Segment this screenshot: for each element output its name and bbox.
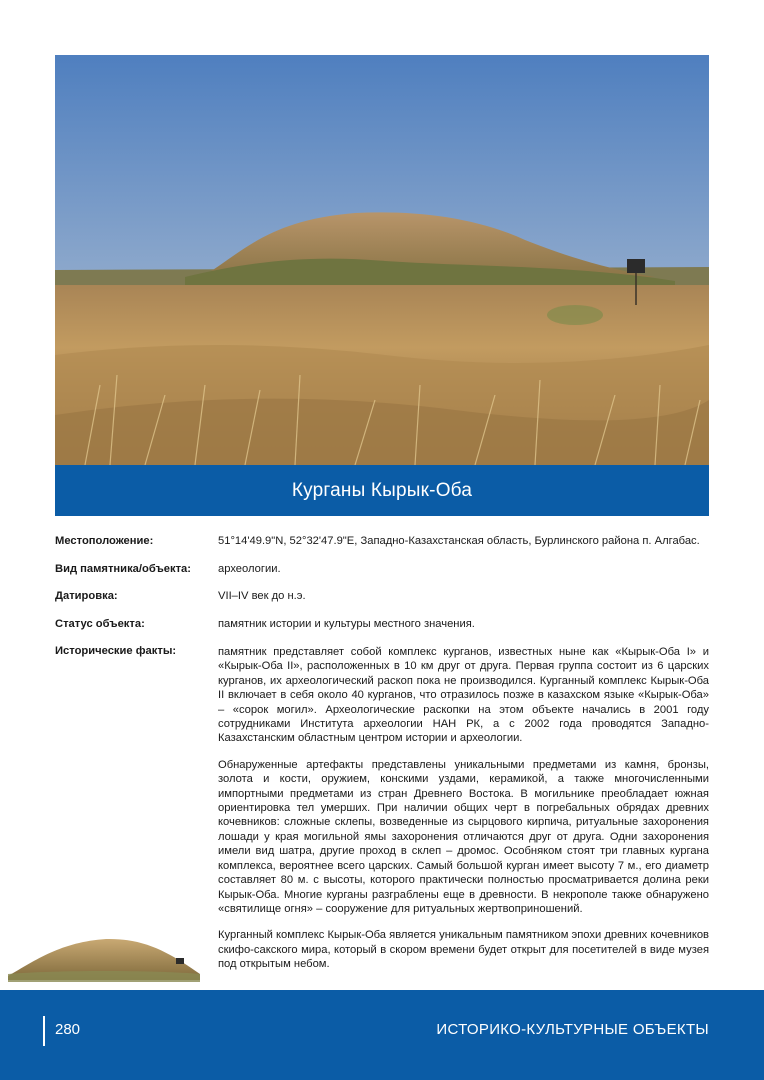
- kurgan-cutout-image: [6, 930, 202, 986]
- historical-facts: [218, 645, 709, 984]
- status-value: памятник истории и культуры местного значения.: [218, 618, 475, 630]
- dating-label: Датировка:: [55, 590, 118, 602]
- facts-paragraph: Обнаруженные артефакты представлены уникальными предметами из камня, бронзы, золота и кости, оружием, конскими уздами, керамикой, а также многочисленными импортными предметами из стран Древнего Востока. В могильнике преобладает южная ориентировка тел умерших. При наличии общих черт в погребальных обрядах древних кочевников: сложные склепы, возведенные из сырцового кирпича, ритуальные захоронения лошади у края могильной ямы захоронения отличаются друг от друга. Одни захоронения имели вид шатра, другие проход в склеп – дромос. Особняком стоят три главных кургана комплекса, вероятнее всего царских. Самый большой курган имеет высоту 7 м., его диаметр составляет 80 м. с высоты, которого практически полностью просматривается долина реки Кырык-Оба. Многие курганы разграблены еще в древности. В некрополе также обнаружено «святилище огня» – сооружение для ритуальных жертвоприношений.: [218, 758, 709, 915]
- page-title: Курганы Кырык-Оба: [55, 465, 709, 516]
- monument-type-label: Вид памятника/объекта:: [55, 563, 191, 575]
- monument-type-value: археологии.: [218, 563, 281, 575]
- page-number: 280: [55, 1021, 81, 1038]
- status-label: Статус объекта:: [55, 618, 145, 630]
- facts-label: Исторические факты:: [55, 645, 177, 657]
- page-footer: [0, 990, 764, 1080]
- dating-value: VII–IV век до н.э.: [218, 590, 306, 602]
- section-title: ИСТОРИКО-КУЛЬТУРНЫЕ ОБЪЕКТЫ: [436, 1021, 709, 1038]
- kurgan-photo: [55, 55, 709, 465]
- facts-paragraph: Курганный комплекс Кырык-Оба является уникальным памятником эпохи древних кочевников скифо-сакского мира, который в скором времени будет открыт для посетителей в виде музея под открытым небом.: [218, 929, 709, 971]
- location-label: Местоположение:: [55, 535, 154, 547]
- location-value: 51°14'49.9"N, 52°32'47.9"E, Западно-Казахстанская область, Бурлинского района п. Алгабас.: [218, 535, 700, 547]
- facts-paragraph: памятник представляет собой комплекс курганов, известных ныне как «Кырык-Оба I» и «Кырык-Оба II», расположенных в 10 км друг от друга. Первая группа состоит из 6 царских курганов, их археологический раскоп пока не производился. Курганный комплекс Кырык-Оба II включает в себя около 40 курганов, что отразилось позже в казахском языке «Кырык-Оба» – «сорок могил». Археологические раскопки на этом объекте начались в 2001 году сотрудниками Института археологии НАН РК, а с 2002 года проводятся Западно-Казахстанским областным центром истории и археологии.: [218, 646, 709, 745]
- footer-divider: [43, 1016, 45, 1046]
